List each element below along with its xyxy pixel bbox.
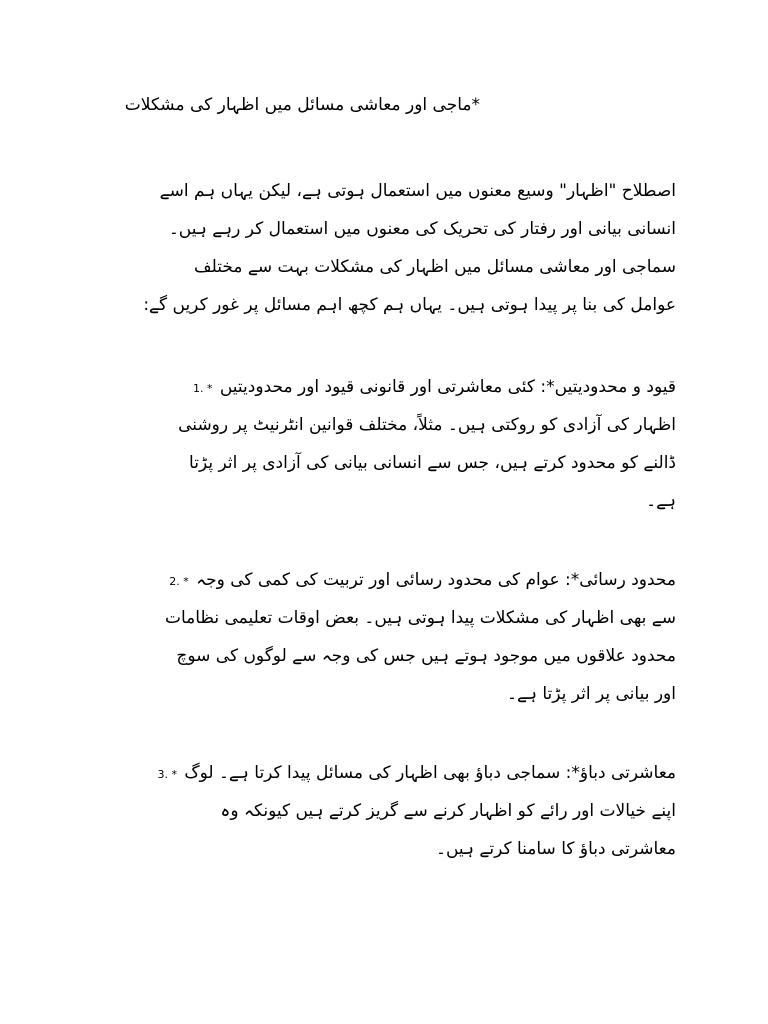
list-item-2	[86, 561, 676, 713]
intro-paragraph	[86, 172, 676, 324]
list-item-number: 2. *	[169, 575, 189, 588]
list-item-line	[86, 561, 676, 599]
list-item-number: 3. *	[157, 768, 177, 781]
intro-line: سماجی اور معاشی مسائل میں اظہار کی مشکلات بہت سے مختلف	[194, 257, 676, 277]
list-item-line: اور بیانی پر اثر پڑتا ہے۔	[507, 684, 676, 704]
list-item-line: محدود علاقوں میں موجود ہوتے ہیں جس کی وجہ سے لوگوں کی سوچ	[176, 646, 676, 666]
intro-line: عوامل کی بنا پر پیدا ہوتی ہیں۔ یہاں ہم کچھ اہم مسائل پر غور کریں گے:	[143, 295, 676, 315]
list-item-text: قیود و محدودیتیں*: کئی معاشرتی اور قانونی قیود اور محدودیتیں	[219, 377, 676, 397]
list-item-text: معاشرتی دباؤ*: سماجی دباؤ بھی اظہار کی مسائل پیدا کرتا ہے۔ لوگ	[184, 763, 676, 783]
list-item-line: معاشرتی دباؤ کا سامنا کرتے ہیں۔	[436, 839, 676, 859]
intro-line: اصطلاح "اظہار" وسیع معنوں میں استعمال ہوتی ہے، لیکن یہاں ہم اسے	[159, 181, 676, 201]
list-item-1	[86, 368, 676, 520]
list-item-line: اظہار کی آزادی کو روکتی ہیں۔ مثلاً، مختلف قوانین انٹرنیٹ پر روشنی	[178, 415, 676, 435]
list-item-line: سے بھی اظہار کی مشکلات پیدا ہوتی ہیں۔ بعض اوقات تعلیمی نظامات	[164, 608, 676, 628]
list-item-3	[86, 754, 676, 868]
list-item-number: 1. *	[192, 382, 213, 395]
list-item-text: محدود رسائی*: عوام کی محدود رسائی اور تربیت کی کمی کی وجہ	[196, 570, 676, 590]
list-item-line: اپنے خیالات اور رائے کو اظہار کرنے سے گریز کرتے ہیں کیونکہ وہ	[220, 801, 676, 821]
list-item-line: ہے۔	[646, 491, 676, 511]
list-item-line	[86, 754, 676, 792]
document-heading: *ماجی اور معاشی مسائل میں اظہار کی مشکلات	[124, 95, 480, 115]
list-item-line: ڈالنے کو محدود کرتے ہیں، جس سے انسانی بیانی کی آزادی پر اثر پڑتا	[189, 453, 676, 473]
list-item-line	[86, 368, 676, 406]
intro-line: انسانی بیانی اور رفتار کی تحریک کی معنوں میں استعمال کر رہے ہیں۔	[168, 219, 676, 239]
